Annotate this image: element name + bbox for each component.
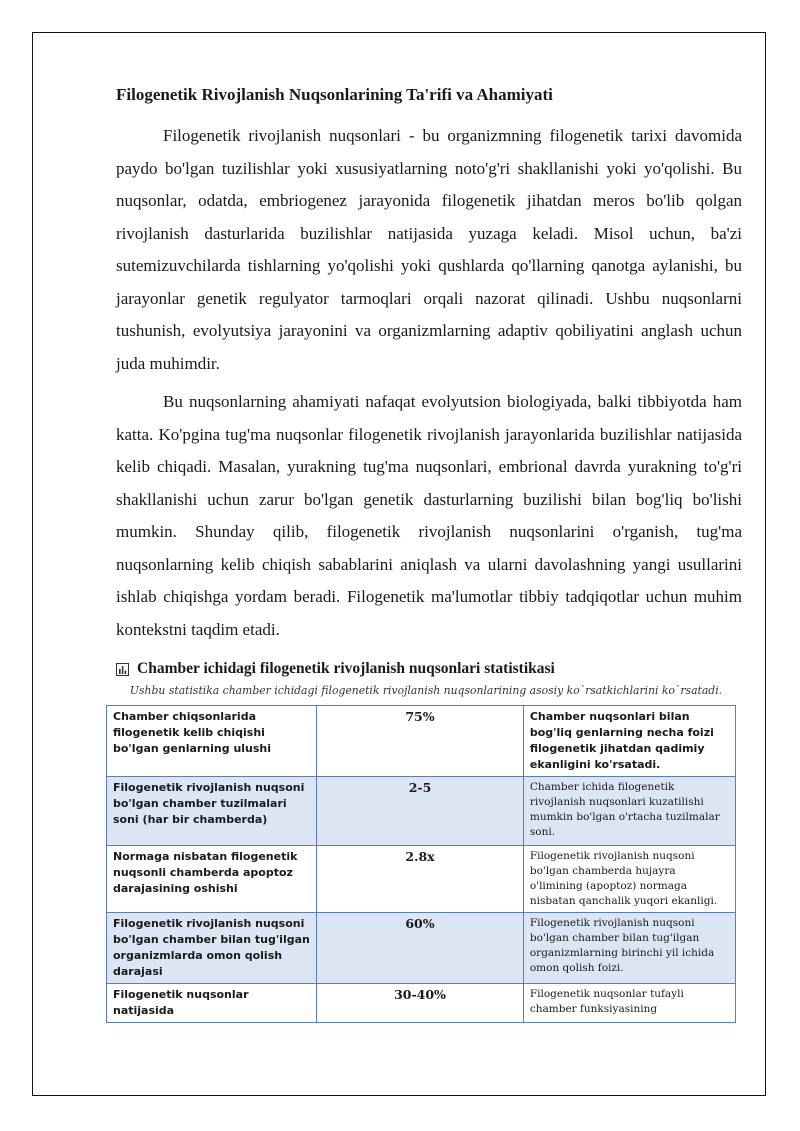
metric-description: Chamber nuqsonlari bilan bog'liq genlarning necha foizi filogenetik jihatdan qadimiy ekanligini ko'rsatadi.	[523, 706, 735, 777]
metric-label: Filogenetik rivojlanish nuqsoni bo'lgan chamber tuzilmalari soni (har bir chamberda)	[107, 777, 317, 846]
metric-description: Filogenetik nuqsonlar tufayli chamber funksiyasining	[523, 984, 735, 1023]
metric-label: Normaga nisbatan filogenetik nuqsonli chamberda apoptoz darajasining oshishi	[107, 846, 317, 913]
document-heading: Filogenetik Rivojlanish Nuqsonlarining Ta'rifi va Ahamiyati	[116, 85, 553, 104]
paragraph-definition: Filogenetik rivojlanish nuqsonlari - bu organizmning filogenetik tarixi davomida paydo bo'lgan tuzilishlar yoki xususiyatlarning noto'g'ri shakllanishi yoki yo'qolishi. Bu nuqsonlar, odatda, embriogenez jarayonida filogenetik jihatdan meros bo'lib qolgan rivojlanish dasturlarida buzilishlar natijasida yuzaga keladi. Misol uchun, ba'zi sutemizuvchilarda tishlarning yo'qolishi yoki qushlarda qo'llarning qanotga aylanishi, bu jarayonlar genetik regulyator tarmoqlari orqali nazorat qilinadi. Ushbu nuqsonlarni tushunish, evolyutsiya jarayonini va organizmlarning adaptiv qobiliyatini anglash uchun juda muhimdir.	[116, 126, 742, 373]
paragraph-significance: Bu nuqsonlarning ahamiyati nafaqat evolyutsion biologiyada, balki tibbiyotda ham katta. Ko'pgina tug'ma nuqsonlar filogenetik rivojlanish jarayonlarida buzilishlar natijasida kelib chiqadi. Masalan, yurakning tug'ma nuqsonlari, embrional davrda yurakning to'g'ri shakllanishi uchun zarur bo'lgan genetik dasturlarning buzilishi bilan bog'liq bo'lishi mumkin. Shunday qilib, filogenetik rivojlanish nuqsonlarini o'rganish, tug'ma nuqsonlarning kelib chiqish sabablarini aniqlash va ularni davolashning yangi usullarini ishlab chiqishga yordam beradi. Filogenetik ma'lumotlar tibbiy tadqiqotlar uchun muhim kontekstni taqdim etadi.	[116, 392, 742, 639]
table-row	[107, 913, 736, 984]
document-body	[113, 84, 742, 1023]
stats-caption: Ushbu statistika chamber ichidagi filogenetik rivojlanish nuqsonlarining asosiy ko`rsatkichlarini ko`rsatadi.	[129, 684, 723, 698]
metric-value: 75%	[317, 706, 524, 777]
metric-label: Filogenetik rivojlanish nuqsoni bo'lgan chamber bilan tug'ilgan organizmlarda omon qolish darajasi	[107, 913, 317, 984]
table-row	[107, 777, 736, 846]
metric-description: Chamber ichida filogenetik rivojlanish nuqsonlari kuzatilishi mumkin bo'lgan o'rtacha tuzilmalar soni.	[523, 777, 735, 846]
table-row	[107, 706, 736, 777]
metric-value: 2-5	[317, 777, 524, 846]
metric-description: Filogenetik rivojlanish nuqsoni bo'lgan chamberda hujayra o'limining (apoptoz) normaga nisbatan qanchalik yuqori ekanligi.	[523, 846, 735, 913]
metric-value: 2.8x	[317, 846, 524, 913]
stats-table	[106, 705, 736, 1023]
table-row	[107, 846, 736, 913]
metric-label: Chamber chiqsonlarida filogenetik kelib chiqishi bo'lgan genlarning ulushi	[107, 706, 317, 777]
metric-value: 60%	[317, 913, 524, 984]
table-row	[107, 984, 736, 1023]
metric-value: 30-40%	[317, 984, 524, 1023]
metric-description: Filogenetik rivojlanish nuqsoni bo'lgan chamber bilan tug'ilgan organizmlarning birinchi yil ichida omon qolish foizi.	[523, 913, 735, 984]
metric-label: Filogenetik nuqsonlar natijasida	[107, 984, 317, 1023]
bar-chart-icon	[116, 663, 129, 676]
stats-section-title	[116, 660, 742, 678]
stats-title-text: Chamber ichidagi filogenetik rivojlanish nuqsonlari statistikasi	[137, 660, 555, 678]
